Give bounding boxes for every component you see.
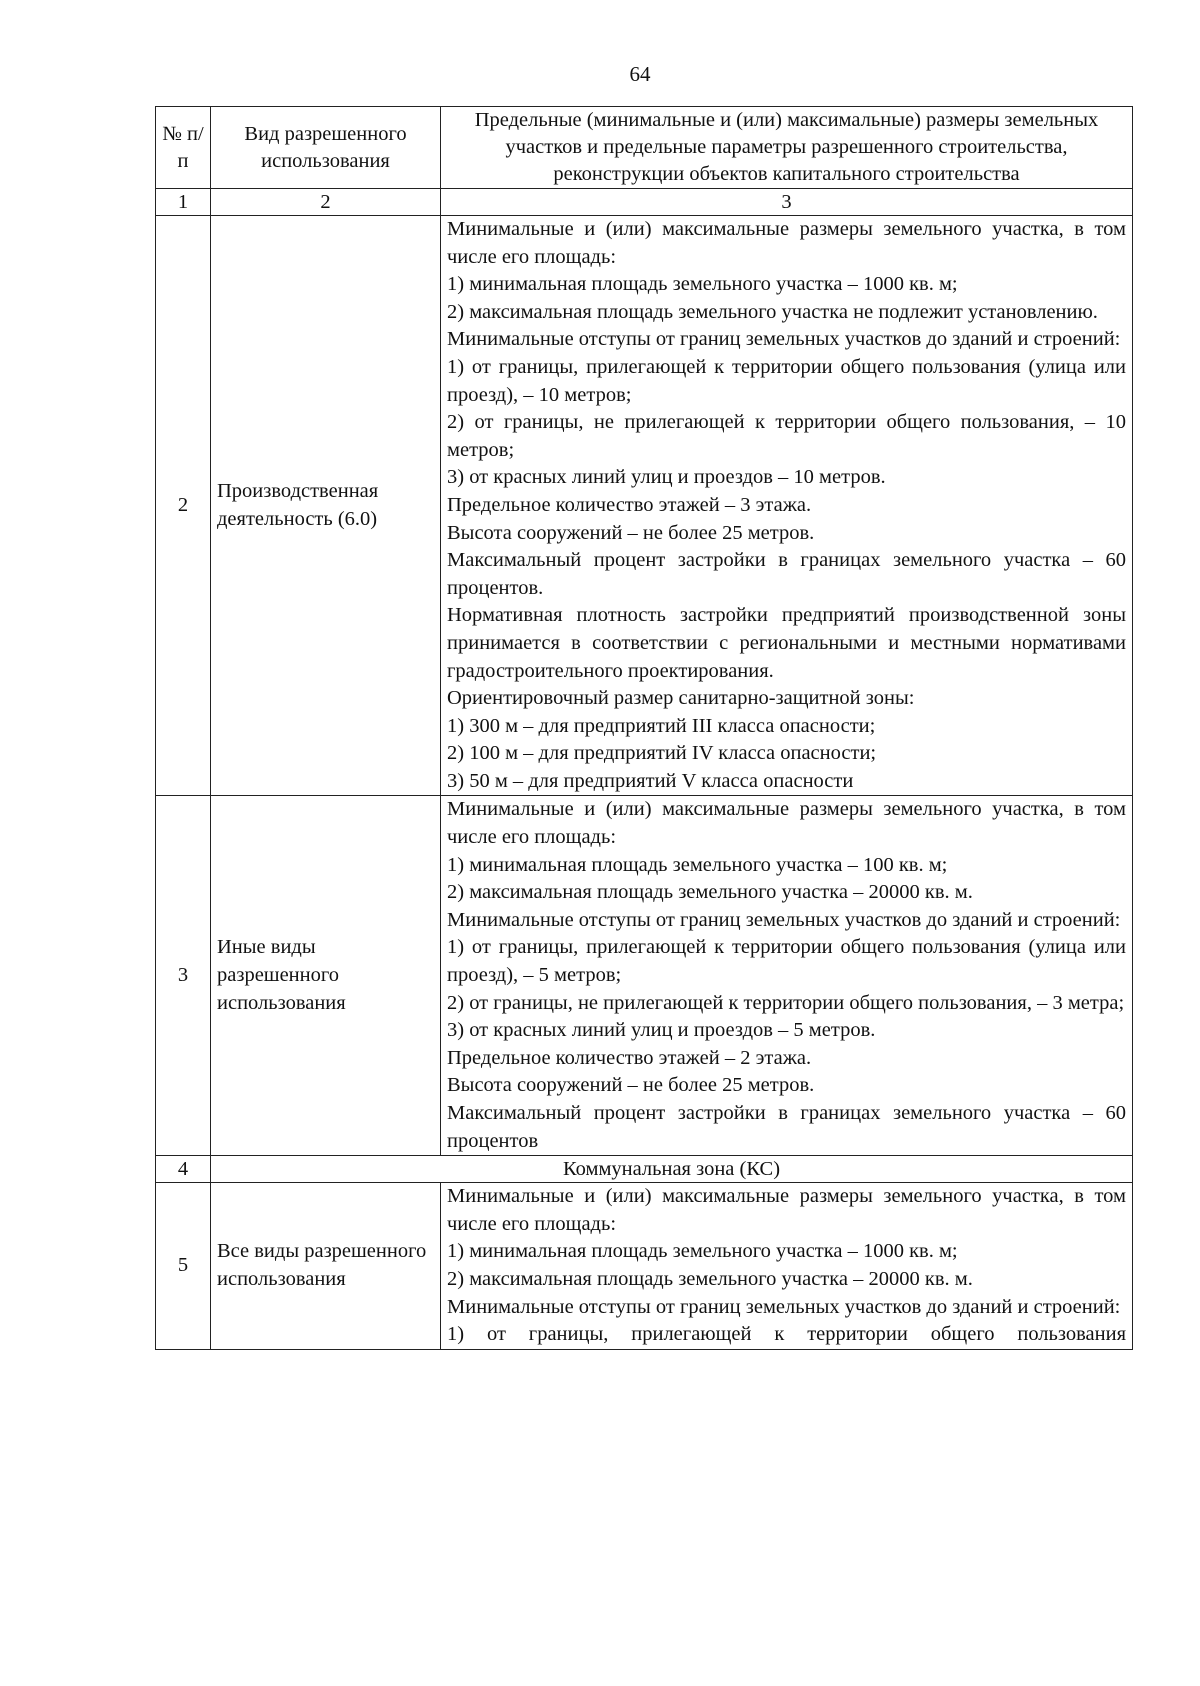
column-number-3: 3 — [441, 189, 1133, 216]
permitted-use-kind: Производственная деятельность (6.0) — [211, 216, 441, 796]
table-header-row — [156, 107, 1133, 189]
header-params-cell: Предельные (минимальные и (или) максимальные) размеры земельных участков и предельные параметры разрешенного строительства, реконструкции объектов капитального строительства — [441, 107, 1133, 189]
param-line: 3) от красных линий улиц и проездов – 10 метров. — [447, 466, 886, 489]
param-line: Максимальный процент застройки в границах земельного участка – 60 процентов. — [447, 549, 1126, 599]
param-line: Предельное количество этажей – 3 этажа. — [447, 493, 812, 516]
param-line: Нормативная плотность застройки предприятий производственной зоны принимается в соответствии с региональными и местными нормативами градостроительного проектирования. — [447, 604, 1126, 682]
column-numbering-row — [156, 189, 1133, 216]
param-line: 2) максимальная площадь земельного участка – 20000 кв. м. — [447, 1267, 973, 1290]
permitted-use-kind: Все виды разрешенного использования — [211, 1183, 441, 1350]
param-line: 1) от границы, прилегающей к территории общего пользования (улица или проезд), – 5 метров; — [447, 936, 1126, 987]
param-line: 2) от границы, не прилегающей к территории общего пользования, – 3 метра; — [447, 991, 1125, 1014]
table-row — [156, 796, 1133, 1156]
param-line: Минимальные и (или) максимальные размеры земельного участка, в том числе его площадь: — [447, 798, 1126, 849]
page-number: 64 — [629, 62, 651, 86]
zone-heading-row — [156, 1156, 1133, 1183]
param-line: 2) максимальная площадь земельного участка – 20000 кв. м. — [447, 881, 973, 904]
table-row — [156, 1183, 1133, 1350]
row-number: 3 — [156, 796, 211, 1156]
param-line: Минимальные и (или) максимальные размеры земельного участка, в том числе его площадь: — [447, 1185, 1126, 1235]
param-line: 1) минимальная площадь земельного участка – 1000 кв. м; — [447, 273, 958, 296]
param-line: Максимальный процент застройки в границах земельного участка – 60 процентов — [447, 1102, 1126, 1152]
param-line: Высота сооружений – не более 25 метров. — [447, 521, 815, 544]
header-kind-cell: Вид разрешенного использования — [211, 107, 441, 189]
param-line: 2) максимальная площадь земельного участка не подлежит установлению. — [447, 300, 1098, 323]
param-line: Ориентировочный размер санитарно-защитной зоны: — [447, 687, 915, 710]
param-line: 1) 300 м – для предприятий III класса опасности; — [447, 714, 876, 737]
param-line: 1) от границы, прилегающей к территории общего пользования (улица или проезд), – 10 метров; — [447, 355, 1126, 406]
column-number-2: 2 — [211, 189, 441, 216]
param-line: 3) от красных линий улиц и проездов – 5 метров. — [447, 1019, 876, 1042]
table-row — [156, 216, 1133, 796]
params-cell — [441, 796, 1133, 1156]
param-line: Высота сооружений – не более 25 метров. — [447, 1074, 815, 1097]
param-line: Предельное количество этажей – 2 этажа. — [447, 1046, 812, 1069]
param-line: Минимальные отступы от границ земельных участков до зданий и строений: — [447, 1295, 1121, 1318]
permitted-use-kind: Иные виды разрешенного использования — [211, 796, 441, 1156]
param-line: 2) 100 м – для предприятий IV класса опасности; — [447, 742, 877, 765]
param-line: Минимальные отступы от границ земельных участков до зданий и строений: — [447, 328, 1121, 351]
param-line: 2) от границы, не прилегающей к территории общего пользования, – 10 метров; — [447, 411, 1126, 461]
param-line: 1) от границы, прилегающей к территории общего пользования — [447, 1323, 1126, 1346]
param-line: 1) минимальная площадь земельного участка – 1000 кв. м; — [447, 1240, 958, 1263]
regulations-table — [155, 106, 1133, 1350]
row-number: 5 — [156, 1183, 211, 1350]
param-line: 1) минимальная площадь земельного участка – 100 кв. м; — [447, 853, 948, 876]
row-number: 2 — [156, 216, 211, 796]
param-line: Минимальные и (или) максимальные размеры земельного участка, в том числе его площадь: — [447, 218, 1126, 268]
param-line: Минимальные отступы от границ земельных участков до зданий и строений: — [447, 908, 1121, 931]
row-number: 4 — [156, 1156, 211, 1183]
column-number-1: 1 — [156, 189, 211, 216]
header-number-cell: № п/п — [156, 107, 211, 189]
param-line: 3) 50 м – для предприятий V класса опасности — [447, 769, 854, 792]
params-cell — [441, 1183, 1133, 1350]
zone-title: Коммунальная зона (КС) — [211, 1156, 1133, 1183]
params-cell — [441, 216, 1133, 796]
